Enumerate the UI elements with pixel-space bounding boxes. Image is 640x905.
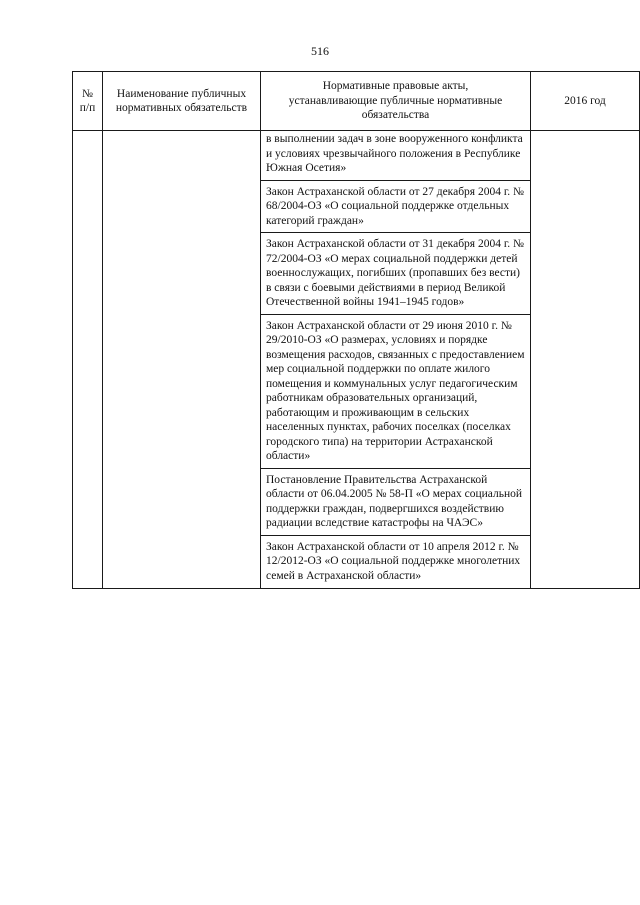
legal-act-item: Закон Астраханской области от 31 декабря 2004 г. № 72/2004-ОЗ «О мерах социальной поддержки детей военнослужащих, погибших (пропавших без вести) в связи с боевыми действиями в период Великой Отечественной войны 1941–1945 годов» [261,233,530,315]
table-row [73,131,640,589]
legal-act-item: Закон Астраханской области от 27 декабря 2004 г. № 68/2004-ОЗ «О социальной поддержке отдельных категорий граждан» [261,181,530,234]
cell-number [73,131,103,589]
obligations-table [72,71,640,589]
header-obligation-name: Наименование публичных нормативных обязательств [103,72,261,131]
cell-obligation-name [103,131,261,589]
header-legal-acts: Нормативные правовые акты, устанавливающие публичные нормативные обязательства [261,72,531,131]
legal-act-item: Закон Астраханской области от 10 апреля 2012 г. № 12/2012-ОЗ «О социальной поддержке многолетних семей в Астраханской области» [266,540,521,582]
header-number: № п/п [73,72,103,131]
legal-act-item: Закон Астраханской области от 29 июня 2010 г. № 29/2010-ОЗ «О размерах, условиях и порядке возмещения расходов, связанных с предоставлением мер социальной поддержки по оплате жилого помещения и коммунальных услуг педагогическим работникам образовательных организаций, работающим и проживающим в сельских населенных пунктах, рабочих поселках (поселках городского типа) на территории Астраханской области» [261,315,530,469]
cell-amount-2016 [531,131,640,589]
table-header-row [73,72,640,131]
cell-legal-acts [261,131,531,589]
legal-act-item: в выполнении задач в зоне вооруженного конфликта и условиях чрезвычайного положения в Республике Южная Осетия» [261,131,530,181]
page-number: 516 [311,44,329,58]
header-year-2016: 2016 год [531,72,640,131]
legal-act-item: Постановление Правительства Астраханской области от 06.04.2005 № 58-П «О мерах социальной поддержки граждан, подвергшихся воздействию радиации вследствие катастрофы на ЧАЭС» [261,469,530,536]
